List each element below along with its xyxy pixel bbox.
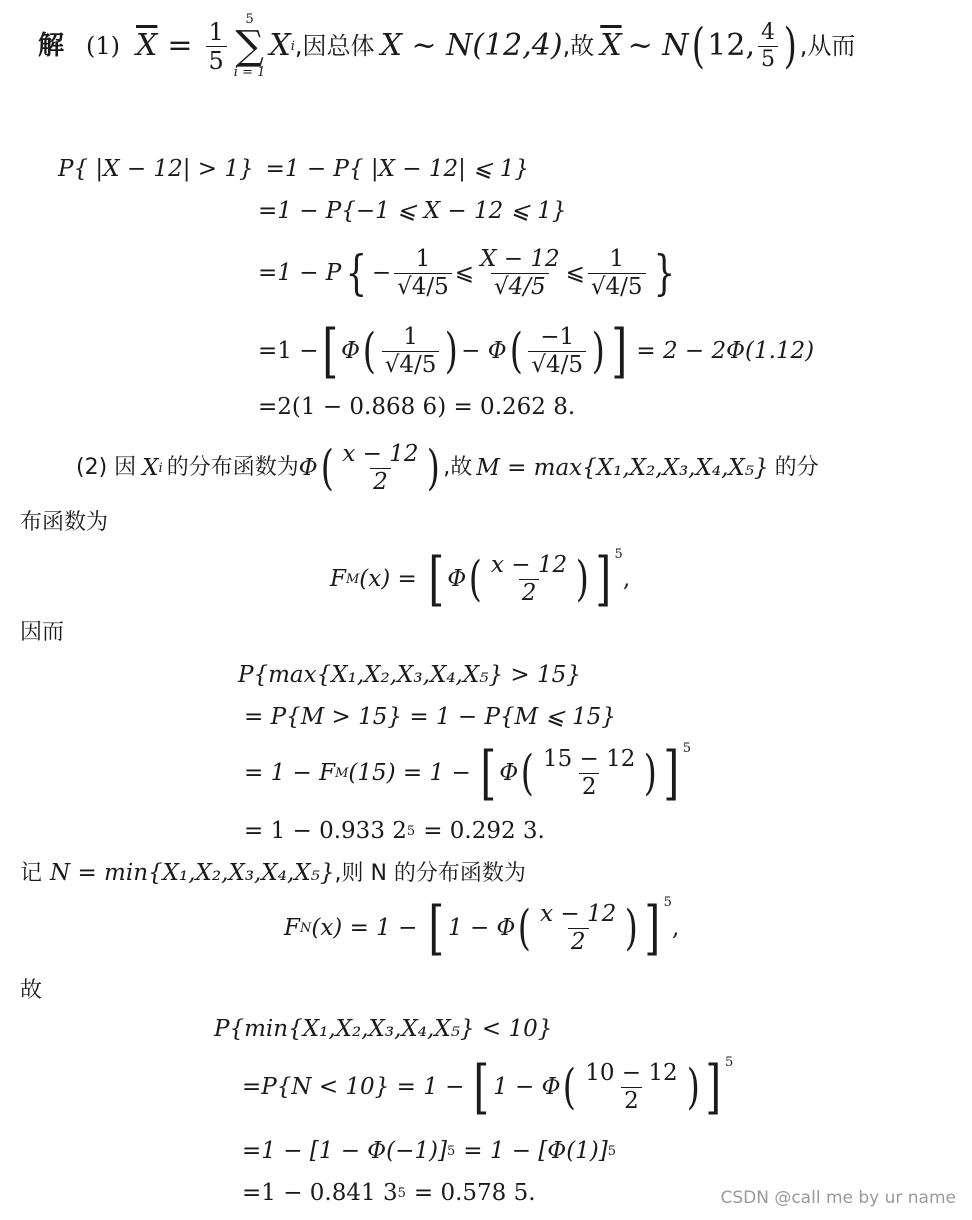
yin-er: 因而 — [20, 620, 65, 645]
calc1-row5: =2(1 − 0.868 6) = 0.262 8. — [258, 394, 576, 420]
watermark: CSDN @call me by ur name — [720, 1188, 956, 1208]
dist-normal: X ~ N(12,4) — [380, 28, 563, 63]
calc1-row1: P{ |X − 12| > 1} =1 − P{ |X − 12| ⩽ 1} — [58, 156, 530, 182]
part1-line: 解 (1) $\overline{X}$ = $\frac{1}{5}$ 5 ∑ i = 1 X i ,因总体 X ~ N(12,4) ,故 $\overline{X}$ ~ N ( 12, $\frac{4}{5}$ ) ,从而 — [38, 12, 856, 80]
ji-line: 记 N = min{X₁,X₂,X₃,X₄,X₅} ,则 N 的分布函数为 — [20, 860, 526, 886]
part1-number: (1) — [86, 32, 121, 60]
fraction-4-5: $\frac{4}{5}$ — [758, 22, 778, 71]
fn-formula: F N (x) = 1 − [ 1 − Φ ( $\frac{x - 12}{2}$ ) ] $^5$ , — [284, 893, 680, 962]
p-row4: = 1 − 0.933 2 5 = 0.292 3. — [244, 818, 545, 844]
calc1-row4: =1 − [ Φ ( $\frac{1}{√4/5}$ ) − Φ ( $\frac{-1}{√4/5}$ ) ] = 2 − 2Φ(1.12) — [258, 316, 815, 385]
calc1-row3: =1 − P { − $\frac{1}{√4/5}$ ⩽ $\frac{X - 12}{√4/5}$ ⩽ $\frac{1}{√4/5}$ } — [258, 244, 675, 301]
calc1-row2: =1 − P{−1 ⩽ X − 12 ⩽ 1} — [258, 198, 567, 224]
xi: X — [269, 28, 291, 63]
summation: 5 ∑ i = 1 — [233, 12, 266, 80]
q-row3: =1 − [1 − Φ(−1)] 5 = 1 − [Φ(1)] 5 — [242, 1138, 617, 1164]
p-row1: P{max{X₁,X₂,X₃,X₄,X₅} > 15} — [238, 662, 581, 688]
fm-formula: F M (x) = [ Φ ( $\frac{x - 12}{2}$ ) ] $^5$ , — [330, 544, 631, 613]
twelve: 12, — [707, 28, 755, 63]
fraction-1-5: $\frac{1}{5}$ — [206, 20, 227, 73]
text-conglie: ,从而 — [799, 32, 856, 60]
q-row4: =1 − 0.841 3 5 = 0.578 5. — [242, 1180, 536, 1206]
q-row1: P{min{X₁,X₂,X₃,X₄,X₅} < 10} — [214, 1016, 553, 1042]
part2-line1: (2) 因 X i 的分布函数为 Φ ( $\frac{x - 12}{2}$ ) ,故 M = max{X₁,X₂,X₃,X₄,X₅} 的分 — [76, 439, 819, 496]
xbar-2: $\overline{X}$ — [600, 28, 622, 63]
text-gu: ,故 — [562, 32, 595, 60]
p-row2: = P{M > 15} = 1 − P{M ⩽ 15} — [244, 704, 616, 730]
text-population: ,因总体 — [294, 32, 375, 60]
jie-label: 解 — [38, 31, 65, 61]
gu-label: 故 — [20, 978, 43, 1003]
eq-sign: = — [167, 28, 193, 63]
dist-normal-2: ~ N — [627, 28, 689, 63]
part2-line2: 布函数为 — [20, 510, 109, 535]
xbar: $\overline{X}$ — [136, 28, 158, 63]
p-row3: = 1 − F M (15) = 1 − [ Φ ( $\frac{15 - 12}{2}$ ) ] $^5$ — [244, 738, 692, 807]
q-row2: =P{N < 10} = 1 − [ 1 − Φ ( $\frac{10 - 12}{2}$ ) ] $^5$ — [242, 1052, 734, 1121]
